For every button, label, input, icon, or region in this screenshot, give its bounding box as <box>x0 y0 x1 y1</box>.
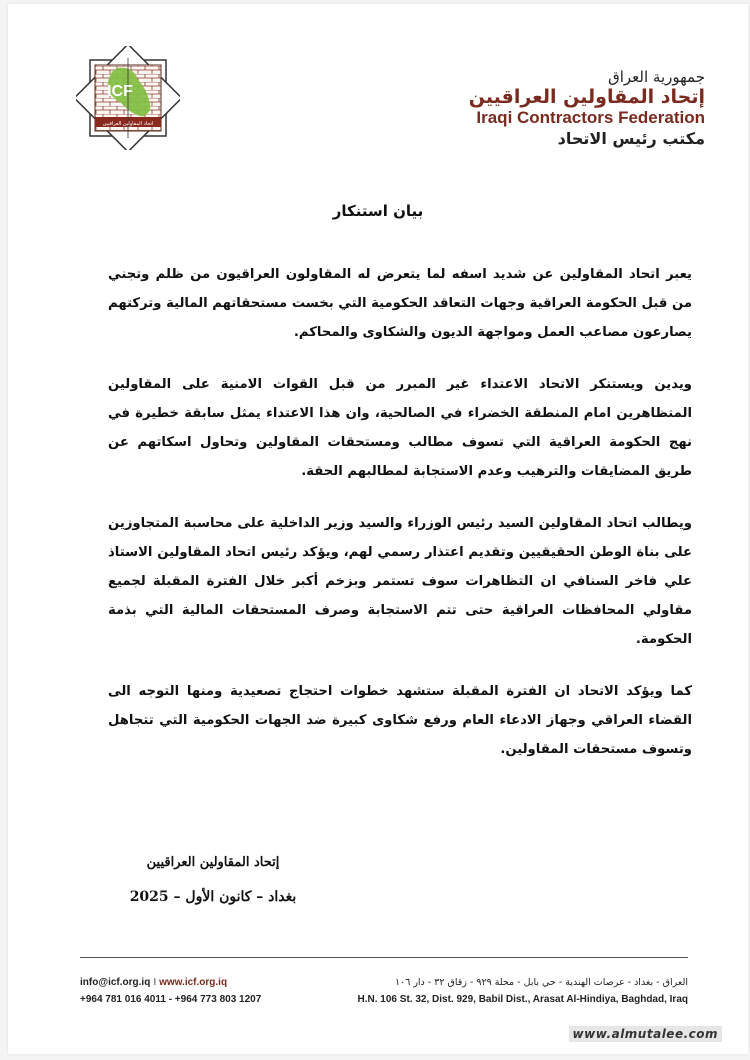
eight-point-star-icon <box>76 46 180 150</box>
paragraph: يعبر اتحاد المقاولين عن شديد اسفه لما يتعرض له المقاولون العراقيون من ظلم وتجني من قبل الحكومة العراقية وجهات التعاقد الحكومية التي بخست مستحقاتهم المالية وتركتهم يصارعون مصاعب العمل ومواجهة الديون والشكاوى والمحاكم. <box>108 267 692 340</box>
letter-page <box>8 4 748 1054</box>
svg-text:ICF: ICF <box>107 83 133 100</box>
document-body <box>108 260 692 787</box>
office-name: مكتب رئيس الاتحاد <box>557 129 705 148</box>
svg-text:اتحاد المقاولين العراقيين: اتحاد المقاولين العراقيين <box>102 121 154 127</box>
paragraph: كما ويؤكد الاتحاد ان الفترة المقبلة ستشهد خطوات احتجاج تصعيدية ومنها التوجه الى القضاء العراقي وجهاز الادعاء العام ورفع شكاوى كبيرة ضد الجهات الحكومية التي تتجاهل وتسوف مستحقات المقاولين. <box>108 684 692 757</box>
org-name-arabic: إتحاد المقاولين العراقيين <box>468 86 705 108</box>
footer-address <box>358 974 688 1008</box>
letterhead <box>469 68 705 150</box>
separator: I <box>153 977 157 988</box>
signature-block <box>118 846 308 914</box>
org-name-english: Iraqi Contractors Federation <box>476 108 705 127</box>
country-name: جمهورية العراق <box>608 68 705 86</box>
address-english: H.N. 106 St. 32, Dist. 929, Babil Dist., Arasat Al-Hindiya, Baghdad, Iraq <box>357 994 688 1005</box>
document-title: بيان استنكار <box>332 202 424 220</box>
email-link[interactable]: info@icf.org.iq <box>80 977 151 988</box>
phone-numbers: +964 781 016 4011 - +964 773 803 1207 <box>80 994 262 1005</box>
address-arabic: العراق - بغداد - عرصات الهندية - حي بابل - محلة ٩٢٩ - زقاق ٣٢ - دار ١٠٦ <box>394 977 688 988</box>
footer-divider <box>80 957 688 958</box>
paragraph: ويطالب اتحاد المقاولين السيد رئيس الوزراء والسيد وزير الداخلية على محاسبة المتجاوزين على بناة الوطن الحقيقيين وتقديم اعتذار رسمي لهم، ويؤكد رئيس اتحاد المقاولين الاستاذ علي فاخر السنافي ان التظاهرات سوف تستمر وبزخم أكبر خلال الفترة المقبلة لجميع مقاولي المحافظات العراقية حتى تتم الاستجابة وصرف المستحقات المالية التي بذمة الحكومة. <box>108 516 692 647</box>
paragraph: ويدين ويستنكر الاتحاد الاعتداء غير المبرر من قبل القوات الامنية على المقاولين المتظاهرين امام المنطقة الخضراء في الصالحية، وان هذا الاعتداء يمثل سابقة خطيرة في نهج الحكومة العراقية التي تسوف مطالب ومستحقات المقاولين وتحاول اسكاتهم عن طريق المضايقات والترهيب وعدم الاستجابة لمطالبهم الحقة. <box>108 377 692 479</box>
icf-logo <box>76 46 180 150</box>
signature-org: إتحاد المقاولين العراقيين <box>146 855 280 870</box>
website-link[interactable]: www.icf.org.iq <box>159 977 228 988</box>
source-watermark: www.almutalee.com <box>569 1026 722 1042</box>
signature-date: بغداد – كانون الأول – 2025 <box>129 889 297 905</box>
footer-contact <box>80 974 261 1008</box>
